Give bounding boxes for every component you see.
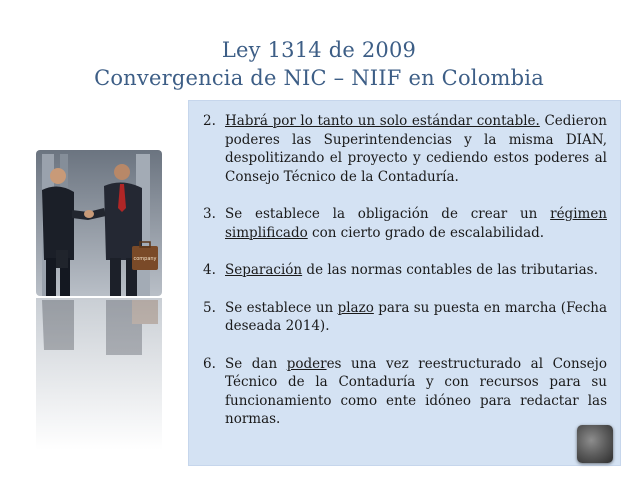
title-line-2: Convergencia de NIC – NIIF en Colombia (94, 66, 544, 90)
item-text-part: con cierto grado de escalabilidad. (307, 224, 545, 241)
item-text-part: Cedieron poderes las Superintendencias y la misma DIAN, despolitizando el proyecto y cediendo estos poderes al Consejo Técnico de la Contaduría. (225, 113, 607, 185)
item-text-part: para su puesta en marcha (Fecha deseada 2014). (225, 299, 607, 334)
item-number: 3. (203, 206, 216, 222)
list-item (203, 261, 607, 280)
briefcase-label: company (133, 256, 157, 262)
item-text-part: de las normas contables de las tributarias. (302, 262, 598, 278)
item-underlined: régimen simplificado (225, 206, 607, 241)
item-text (225, 205, 607, 242)
item-text-part: Se dan (225, 355, 287, 372)
dark-square-icon (577, 425, 613, 463)
item-number: 6. (203, 355, 216, 372)
item-underlined: Separación (225, 262, 303, 278)
item-text-part: Se establece un (225, 299, 338, 316)
item-text (225, 355, 607, 429)
item-number: 4. (203, 262, 216, 278)
item-text (225, 299, 607, 336)
item-text-part: es una vez reestructurado al Consejo Técnico de la Contaduría y con recursos para su funcionamiento como ente idóneo para redactar las normas. (225, 355, 607, 427)
item-underlined: Habrá por lo tanto un solo estándar contable. (225, 113, 540, 129)
list-item (203, 112, 607, 186)
numbered-list (203, 112, 607, 448)
list-item (203, 355, 607, 429)
list-item (203, 299, 607, 336)
title-line-1: Ley 1314 de 2009 (221, 38, 417, 62)
item-text-part: Se establece la obligación de crear un (225, 206, 551, 222)
handshake-photo (36, 150, 162, 450)
item-underlined: poder (286, 355, 327, 372)
slide-title (0, 36, 638, 92)
item-underlined: plazo (337, 299, 374, 316)
item-number: 5. (203, 299, 216, 316)
item-text (225, 112, 607, 186)
item-number: 2. (203, 113, 216, 129)
item-text (225, 261, 607, 280)
list-item (203, 205, 607, 242)
